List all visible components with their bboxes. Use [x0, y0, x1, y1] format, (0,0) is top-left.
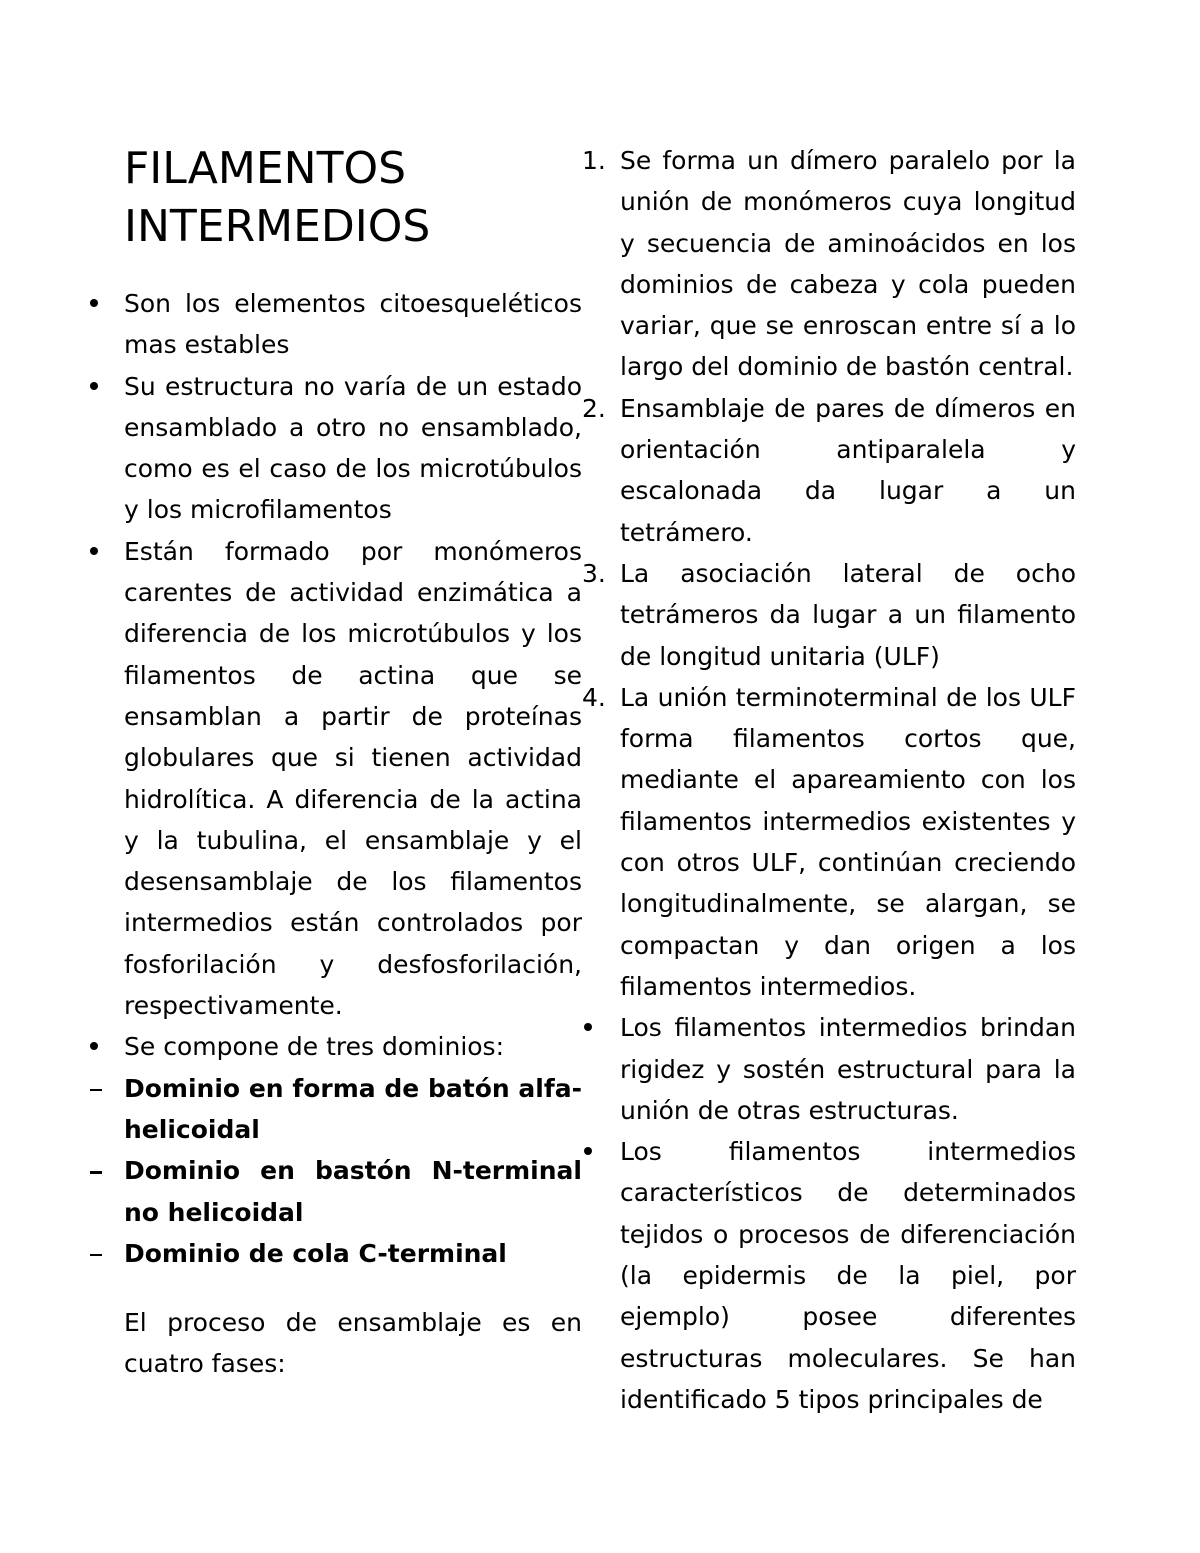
phase-text: La unión terminoterminal de los ULF forma filamentos cortos que, mediante el apareamiento con los filamentos intermedios existentes y con otros ULF, continúan creciendo longitudinalmente, se alargan, se compactan y dan origen a los filamentos intermedios.	[620, 682, 1076, 1001]
domain-text: Dominio en forma de batón alfa-helicoidal	[124, 1073, 582, 1144]
bullet-item	[88, 531, 582, 1027]
bullet-item	[578, 1007, 1076, 1131]
phase-text: Ensamblaje de pares de dímeros en orientación antiparalela y escalonada da lugar a un tetrámero.	[620, 393, 1076, 547]
right-column	[578, 140, 1076, 1420]
bullet-text: Están formado por monómeros carentes de actividad enzimática a diferencia de los microtúbulos y los filamentos de actina que se ensamblan a partir de proteínas globulares que si tienen actividad hidrolítica. A diferencia de la actina y la tubulina, el ensamblaje y el desensamblaje de los filamentos intermedios están controlados por fosforilación y desfosforilación, respectivamente.	[124, 536, 582, 1021]
bullet-text: Su estructura no varía de un estado ensamblado a otro no ensamblado, como es el caso de los microtúbulos y los microfilamentos	[124, 371, 582, 525]
domain-item	[88, 1233, 582, 1274]
bullet-item	[88, 283, 582, 366]
bullet-text: Los filamentos intermedios brindan rigidez y sostén estructural para la unión de otras estructuras.	[620, 1013, 1076, 1125]
domain-text: Dominio en bastón N-terminal no helicoidal	[124, 1156, 582, 1227]
domain-text: Dominio de cola C-terminal	[124, 1238, 507, 1268]
phase-number: 4.	[582, 682, 606, 712]
phase-item	[578, 677, 1076, 1007]
assembly-intro: El proceso de ensamblaje es en cuatro fases:	[124, 1308, 582, 1379]
bullet-item	[88, 366, 582, 531]
phase-text: Se forma un dímero paralelo por la unión de monómeros cuya longitud y secuencia de aminoácidos en los dominios de cabeza y cola pueden variar, que se enroscan entre sí a lo largo del dominio de bastón central.	[620, 146, 1076, 382]
phase-item	[578, 388, 1076, 553]
phase-number: 3.	[582, 558, 606, 588]
bullet-text: Son los elementos citoesqueléticos mas estables	[124, 289, 582, 360]
phase-item	[578, 553, 1076, 677]
page-title	[124, 140, 582, 256]
bullet-text: Se compone de tres dominios:	[124, 1032, 505, 1062]
phase-number: 2.	[582, 393, 606, 423]
domain-item	[88, 1150, 582, 1233]
bullet-item	[88, 1026, 582, 1067]
bullet-item	[578, 1131, 1076, 1420]
title-line-2: INTERMEDIOS	[124, 201, 431, 252]
bullet-text: Los filamentos intermedios característicos de determinados tejidos o procesos de diferenciación (la epidermis de la piel, por ejemplo) posee diferentes estructuras moleculares. Se han identificado 5 tipos principales de	[620, 1137, 1076, 1414]
title-line-1: FILAMENTOS	[124, 143, 407, 194]
domain-item	[88, 1068, 582, 1151]
phase-text: La asociación lateral de ocho tetrámeros da lugar a un filamento de longitud unitaria (ULF)	[620, 558, 1076, 671]
phase-number: 1.	[582, 146, 606, 175]
phase-item	[578, 140, 1076, 388]
left-column	[88, 140, 582, 1385]
